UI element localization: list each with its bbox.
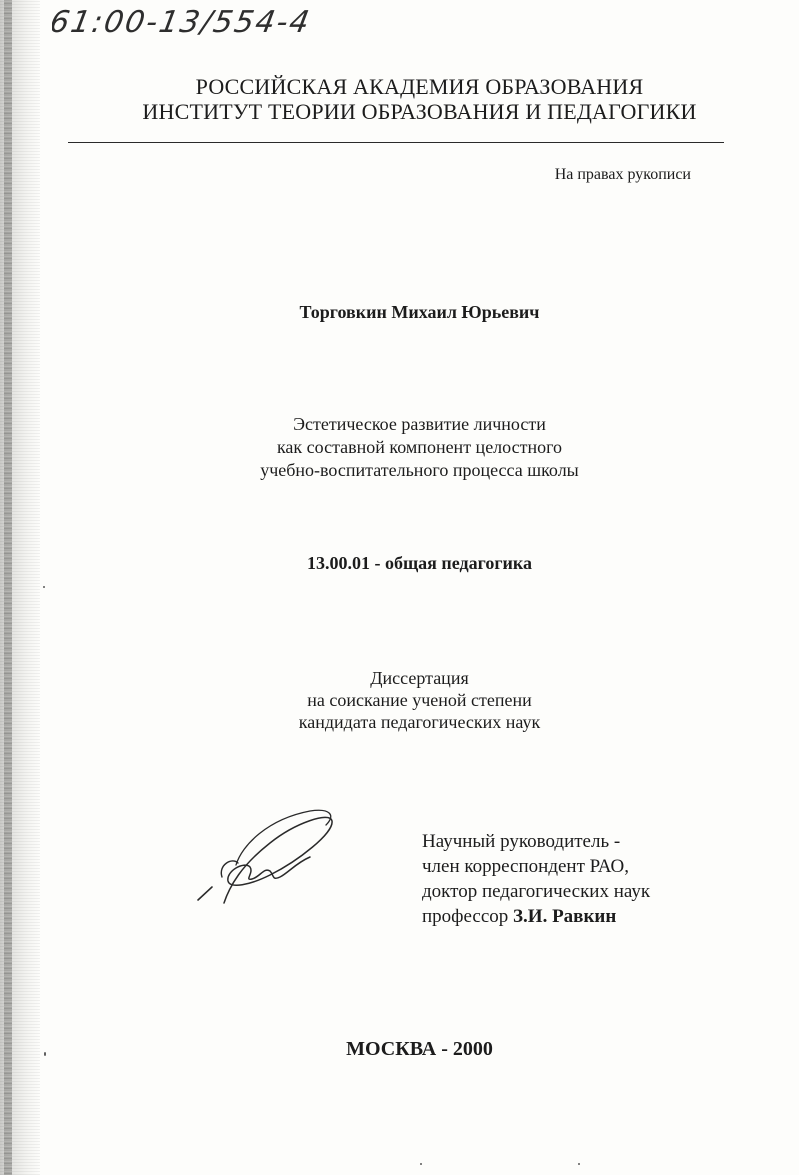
- supervisor-block: [422, 829, 650, 929]
- scan-speck: [44, 1052, 46, 1056]
- organization-line-2: ИНСТИТУТ ТЕОРИИ ОБРАЗОВАНИЯ И ПЕДАГОГИКИ: [142, 99, 697, 124]
- city-year: МОСКВА - 2000: [346, 1038, 493, 1060]
- supervisor-title: профессор: [422, 906, 514, 927]
- supervisor-line-3: доктор педагогических наук: [422, 881, 651, 902]
- supervisor-name: З.И. Равкин: [513, 906, 617, 927]
- scan-speck: [420, 1163, 422, 1165]
- signature-drawing: [180, 805, 350, 915]
- author-name: Торговкин Михаил Юрьевич: [299, 302, 540, 322]
- specialty-code: 13.00.01 - общая педагогика: [306, 553, 533, 573]
- rights-note: На правах рукописи: [554, 166, 691, 183]
- title-line-1: Эстетическое развитие личности: [293, 414, 546, 434]
- scan-speck: [578, 1163, 580, 1165]
- archive-code-handwriting: [52, 0, 352, 42]
- title-line-2: как составной компонент целостного: [276, 437, 563, 457]
- degree-line-1: Диссертация: [370, 668, 469, 688]
- supervisor-line-4: [422, 904, 650, 929]
- archive-code: [52, 0, 352, 42]
- signature-image: [180, 805, 350, 915]
- supervisor-line-1: Научный руководитель -: [422, 831, 621, 852]
- degree-line-2: на соискание ученой степени: [307, 690, 532, 710]
- dissertation-title: [40, 413, 799, 482]
- scan-speck: [43, 586, 45, 588]
- supervisor-line-2: член корреспондент РАО,: [422, 856, 630, 877]
- binding-edge: [0, 0, 40, 1175]
- organization-line-1: РОССИЙСКАЯ АКАДЕМИЯ ОБРАЗОВАНИЯ: [195, 74, 644, 99]
- degree-statement: [40, 667, 799, 733]
- archive-code-text: 61:00-13/554-4: [52, 5, 314, 40]
- title-line-3: учебно-воспитательного процесса школы: [260, 460, 579, 480]
- header-divider: [68, 142, 724, 143]
- degree-line-3: кандидата педагогических наук: [298, 712, 541, 732]
